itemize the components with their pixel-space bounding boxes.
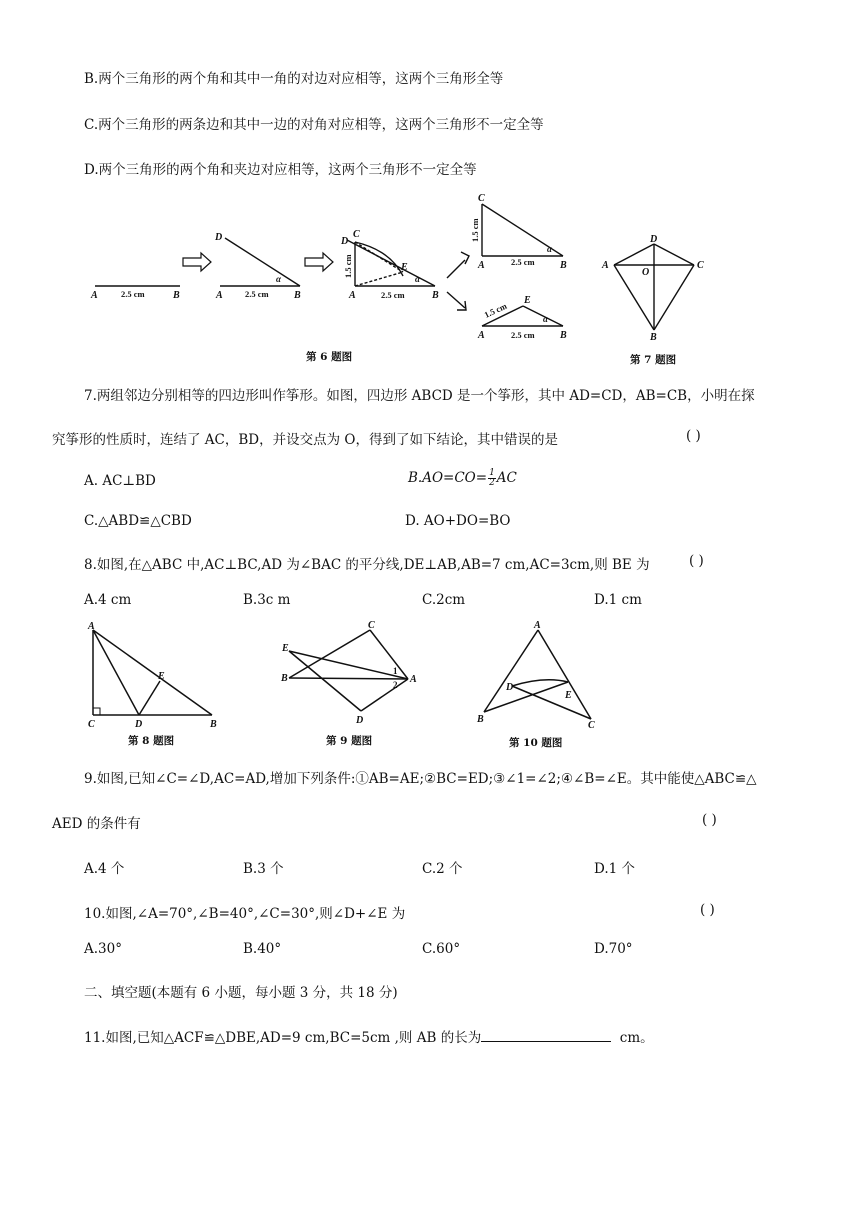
q7-stem-line1: 7.两组邻边分别相等的四边形叫作筝形。如图，四边形 ABCD 是一个筝形，其中 AD=CD，AB=CB，小明在探 <box>84 388 755 404</box>
svg-text:C: C <box>88 719 95 730</box>
svg-text:C: C <box>588 720 595 730</box>
svg-text:D: D <box>215 232 223 243</box>
fig6-side-label-3: 1.5 cm <box>482 300 509 320</box>
svg-text:E: E <box>524 295 531 306</box>
fig6-length-label-5: 2.5 cm <box>511 330 535 340</box>
q7-option-c: C.△ABD≌△CBD <box>84 513 192 529</box>
q7-option-b-den: 2 <box>489 478 495 488</box>
svg-text:1: 1 <box>393 666 398 676</box>
svg-text:C: C <box>478 193 485 204</box>
q9-stem-line2: AED 的条件有 <box>52 816 141 832</box>
q9-option-d: D.1 个 <box>594 861 636 877</box>
svg-text:D: D <box>650 234 658 245</box>
q11-stem <box>84 1026 654 1046</box>
q7-option-a: A. AC⊥BD <box>84 473 156 489</box>
q9-option-c: C.2 个 <box>422 861 463 877</box>
fig6-length-label-3: 2.5 cm <box>381 290 405 300</box>
fig9-caption: 第 9 题图 <box>326 735 373 747</box>
svg-text:D: D <box>506 682 514 693</box>
q7-option-b-num: 1 <box>489 468 495 478</box>
q10-answer-paren: ( ) <box>700 902 715 918</box>
svg-text:A: A <box>410 674 417 685</box>
svg-text:α: α <box>547 244 552 254</box>
fig8-caption: 第 8 题图 <box>128 735 175 747</box>
q6-option-c: C.两个三角形的两条边和其中一边的对角对应相等，这两个三角形不一定全等 <box>84 117 544 133</box>
svg-text:C: C <box>353 229 360 240</box>
q8-answer-paren: ( ) <box>689 553 704 569</box>
svg-text:A: A <box>216 290 223 301</box>
fig6-caption: 第 6 题图 <box>306 351 353 363</box>
svg-text:B: B <box>294 290 301 301</box>
svg-text:A: A <box>91 290 98 301</box>
q9-option-b: B.3 个 <box>243 861 284 877</box>
fig6-length-label-1: 2.5 cm <box>121 289 145 299</box>
q7-option-b-prefix: B.AO=CO= <box>408 470 488 486</box>
q8-option-c: C.2cm <box>422 592 466 608</box>
fig6-side-label-1: 1.5 cm <box>343 254 353 278</box>
svg-text:E: E <box>158 671 165 682</box>
svg-text:O: O <box>642 267 650 278</box>
q9-stem-line1: 9.如图,已知∠C=∠D,AC=AD,增加下列条件:①AB=AE;②BC=ED;③∠1=∠2;④∠B=∠E。其中能使△ABC≌△ <box>84 771 757 787</box>
svg-text:C: C <box>697 260 704 271</box>
svg-text:B: B <box>650 332 657 342</box>
svg-text:A: A <box>478 330 485 341</box>
svg-text:D: D <box>135 719 143 730</box>
svg-text:A: A <box>602 260 609 271</box>
q7-option-d: D. AO+DO=BO <box>405 513 511 529</box>
svg-text:A: A <box>478 260 485 271</box>
q8-option-b: B.3c m <box>243 592 291 608</box>
svg-text:E: E <box>282 643 289 654</box>
q7-option-b-fraction <box>488 469 496 488</box>
figure-8 <box>82 620 228 730</box>
svg-text:α: α <box>415 274 420 284</box>
q8-stem: 8.如图,在△ABC 中,AC⊥BC,AD 为∠BAC 的平分线,DE⊥AB,AB=7 cm,AC=3cm,则 BE 为 <box>84 557 650 573</box>
svg-text:B: B <box>173 290 180 301</box>
svg-text:C: C <box>368 620 375 631</box>
q10-stem: 10.如图,∠A=70°,∠B=40°,∠C=30°,则∠D+∠E 为 <box>84 906 406 922</box>
svg-text:A: A <box>534 620 541 631</box>
svg-text:α: α <box>543 314 548 324</box>
svg-text:E: E <box>565 690 572 701</box>
q7-option-b <box>408 469 517 488</box>
q7-answer-paren: ( ) <box>686 428 701 444</box>
q9-answer-paren: ( ) <box>702 812 717 828</box>
section-heading-fill-in: 二、填空题(本题有 6 小题，每小题 3 分，共 18 分) <box>84 985 398 1001</box>
figure-6 <box>85 190 615 350</box>
q7-option-b-suffix: AC <box>496 470 517 486</box>
svg-text:A: A <box>88 621 95 632</box>
figure-7 <box>598 232 708 342</box>
svg-text:A: A <box>349 290 356 301</box>
q7-stem-line2: 究筝形的性质时，连结了 AC，BD，并设交点为 O，得到了如下结论，其中错误的是 <box>52 432 558 448</box>
svg-text:α: α <box>276 274 281 284</box>
q10-option-b: B.40° <box>243 941 282 957</box>
fig6-side-label-2: 1.5 cm <box>470 218 480 242</box>
svg-text:D: D <box>356 715 364 726</box>
svg-text:B: B <box>281 673 288 684</box>
svg-text:B: B <box>560 330 567 341</box>
svg-text:B: B <box>432 290 439 301</box>
fig6-length-label-4: 2.5 cm <box>511 257 535 267</box>
q11-stem-text: 11.如图,已知△ACF≌△DBE,AD=9 cm,BC=5cm ,则 AB 的长为 <box>84 1030 482 1046</box>
q11-answer-blank[interactable] <box>481 1029 611 1042</box>
fig10-caption: 第 10 题图 <box>509 737 563 749</box>
q10-option-c: C.60° <box>422 941 461 957</box>
q6-option-b: B.两个三角形的两个角和其中一角的对边对应相等，这两个三角形全等 <box>84 71 504 87</box>
q11-unit: cm。 <box>619 1030 654 1046</box>
q8-option-d: D.1 cm <box>594 592 642 608</box>
svg-text:D: D <box>341 236 349 247</box>
svg-text:2: 2 <box>393 680 398 690</box>
q8-option-a: A.4 cm <box>84 592 132 608</box>
figure-9 <box>280 618 430 730</box>
fig7-caption: 第 7 题图 <box>630 354 677 366</box>
svg-text:E: E <box>401 262 408 273</box>
fig6-length-label-2: 2.5 cm <box>245 289 269 299</box>
svg-text:B: B <box>560 260 567 271</box>
figure-10 <box>474 618 604 730</box>
svg-text:B: B <box>477 714 484 725</box>
q10-option-a: A.30° <box>84 941 122 957</box>
q6-option-d: D.两个三角形的两个角和夹边对应相等，这两个三角形不一定全等 <box>84 162 477 178</box>
q9-option-a: A.4 个 <box>84 861 125 877</box>
svg-text:B: B <box>210 719 217 730</box>
q10-option-d: D.70° <box>594 941 633 957</box>
